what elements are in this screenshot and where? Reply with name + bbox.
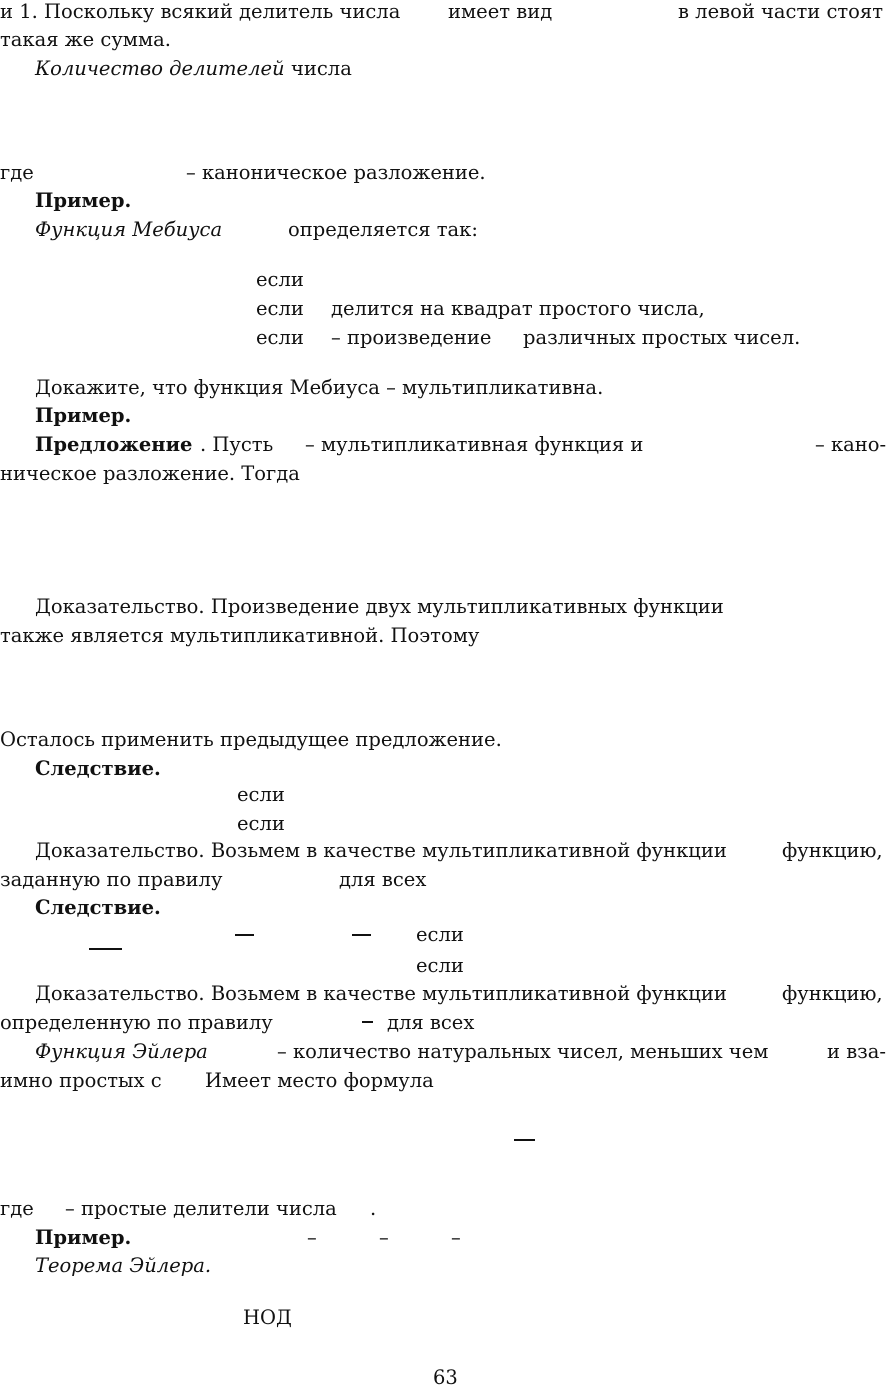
text-line: для всех <box>387 1011 475 1034</box>
text-line: Доказательство. Возьмем в качестве мультипликативной функции <box>35 839 727 862</box>
text-line: – количество натуральных чисел, меньших чем <box>277 1040 769 1063</box>
minus-sign: – <box>379 1226 389 1249</box>
text-line: также является мультипликативной. Поэтому <box>0 624 480 647</box>
page-number: 63 <box>433 1366 458 1389</box>
text-line: – каноническое разложение. <box>186 161 486 184</box>
text-line: – кано- <box>815 433 887 456</box>
case-condition: если <box>256 268 304 291</box>
case-condition: если <box>416 923 464 946</box>
text-line: Доказательство. Возьмем в качестве мультипликативной функции <box>35 982 727 1005</box>
case-condition: – произведение <box>331 326 492 349</box>
corollary-heading: Следствие. <box>35 757 161 780</box>
text-line: . Пусть <box>200 433 274 456</box>
text-line: заданную по правилу <box>0 868 223 891</box>
minus-sign: – <box>451 1226 461 1249</box>
text-line: ническое разложение. Тогда <box>0 462 300 485</box>
corollary-heading: Следствие. <box>35 896 161 919</box>
case-condition: если <box>416 954 464 977</box>
fraction-bar <box>235 934 254 936</box>
case-condition: различных простых чисел. <box>523 326 801 349</box>
text-line: и 1. Поскольку всякий делитель числа <box>0 0 401 23</box>
text-line: имеет вид <box>448 0 553 23</box>
text-line: где <box>0 161 34 184</box>
text-line: и вза- <box>827 1040 887 1063</box>
text-line: – мультипликативная функция и <box>305 433 644 456</box>
example-heading: Пример. <box>35 1226 132 1249</box>
case-condition: если <box>237 812 285 835</box>
text-line: для всех <box>339 868 427 891</box>
case-condition: если <box>237 783 285 806</box>
text-line: в левой части стоят <box>678 0 883 23</box>
theorem-heading: Теорема Эйлера. <box>35 1254 212 1277</box>
case-condition: делится на квадрат простого числа, <box>331 297 705 320</box>
definition-term: Функция Мебиуса <box>35 218 223 241</box>
gcd-label: НОД <box>243 1306 292 1329</box>
minus-sign: – <box>307 1226 317 1249</box>
text-line: – простые делители числа <box>65 1197 337 1220</box>
fraction-bar <box>89 948 122 950</box>
text-line: определяется так: <box>288 218 478 241</box>
fraction-bar <box>514 1139 535 1141</box>
text-line: числа <box>291 57 352 80</box>
text-line: имно простых с <box>0 1069 162 1092</box>
definition-term: Функция Эйлера <box>35 1040 208 1063</box>
text-line: Доказательство. Произведение двух мультипликативных функции <box>35 595 724 618</box>
text-line: функцию, <box>782 839 883 862</box>
text-line: . <box>370 1197 377 1220</box>
proposition-heading: Предложение <box>35 433 193 456</box>
example-heading: Пример. <box>35 189 132 212</box>
case-condition: если <box>256 297 304 320</box>
text-line: Докажите, что функция Мебиуса – мультипликативна. <box>35 376 604 399</box>
text-line: где <box>0 1197 34 1220</box>
fraction-bar <box>352 934 371 936</box>
text-line: функцию, <box>782 982 883 1005</box>
case-condition: если <box>256 326 304 349</box>
text-line: Имеет место формула <box>205 1069 434 1092</box>
text-line: определенную по правилу <box>0 1011 273 1034</box>
text-line: такая же сумма. <box>0 28 171 51</box>
example-heading: Пример. <box>35 404 132 427</box>
fraction-bar <box>362 1021 373 1023</box>
definition-term: Количество делителей <box>35 57 285 80</box>
text-line: Осталось применить предыдущее предложение. <box>0 728 502 751</box>
